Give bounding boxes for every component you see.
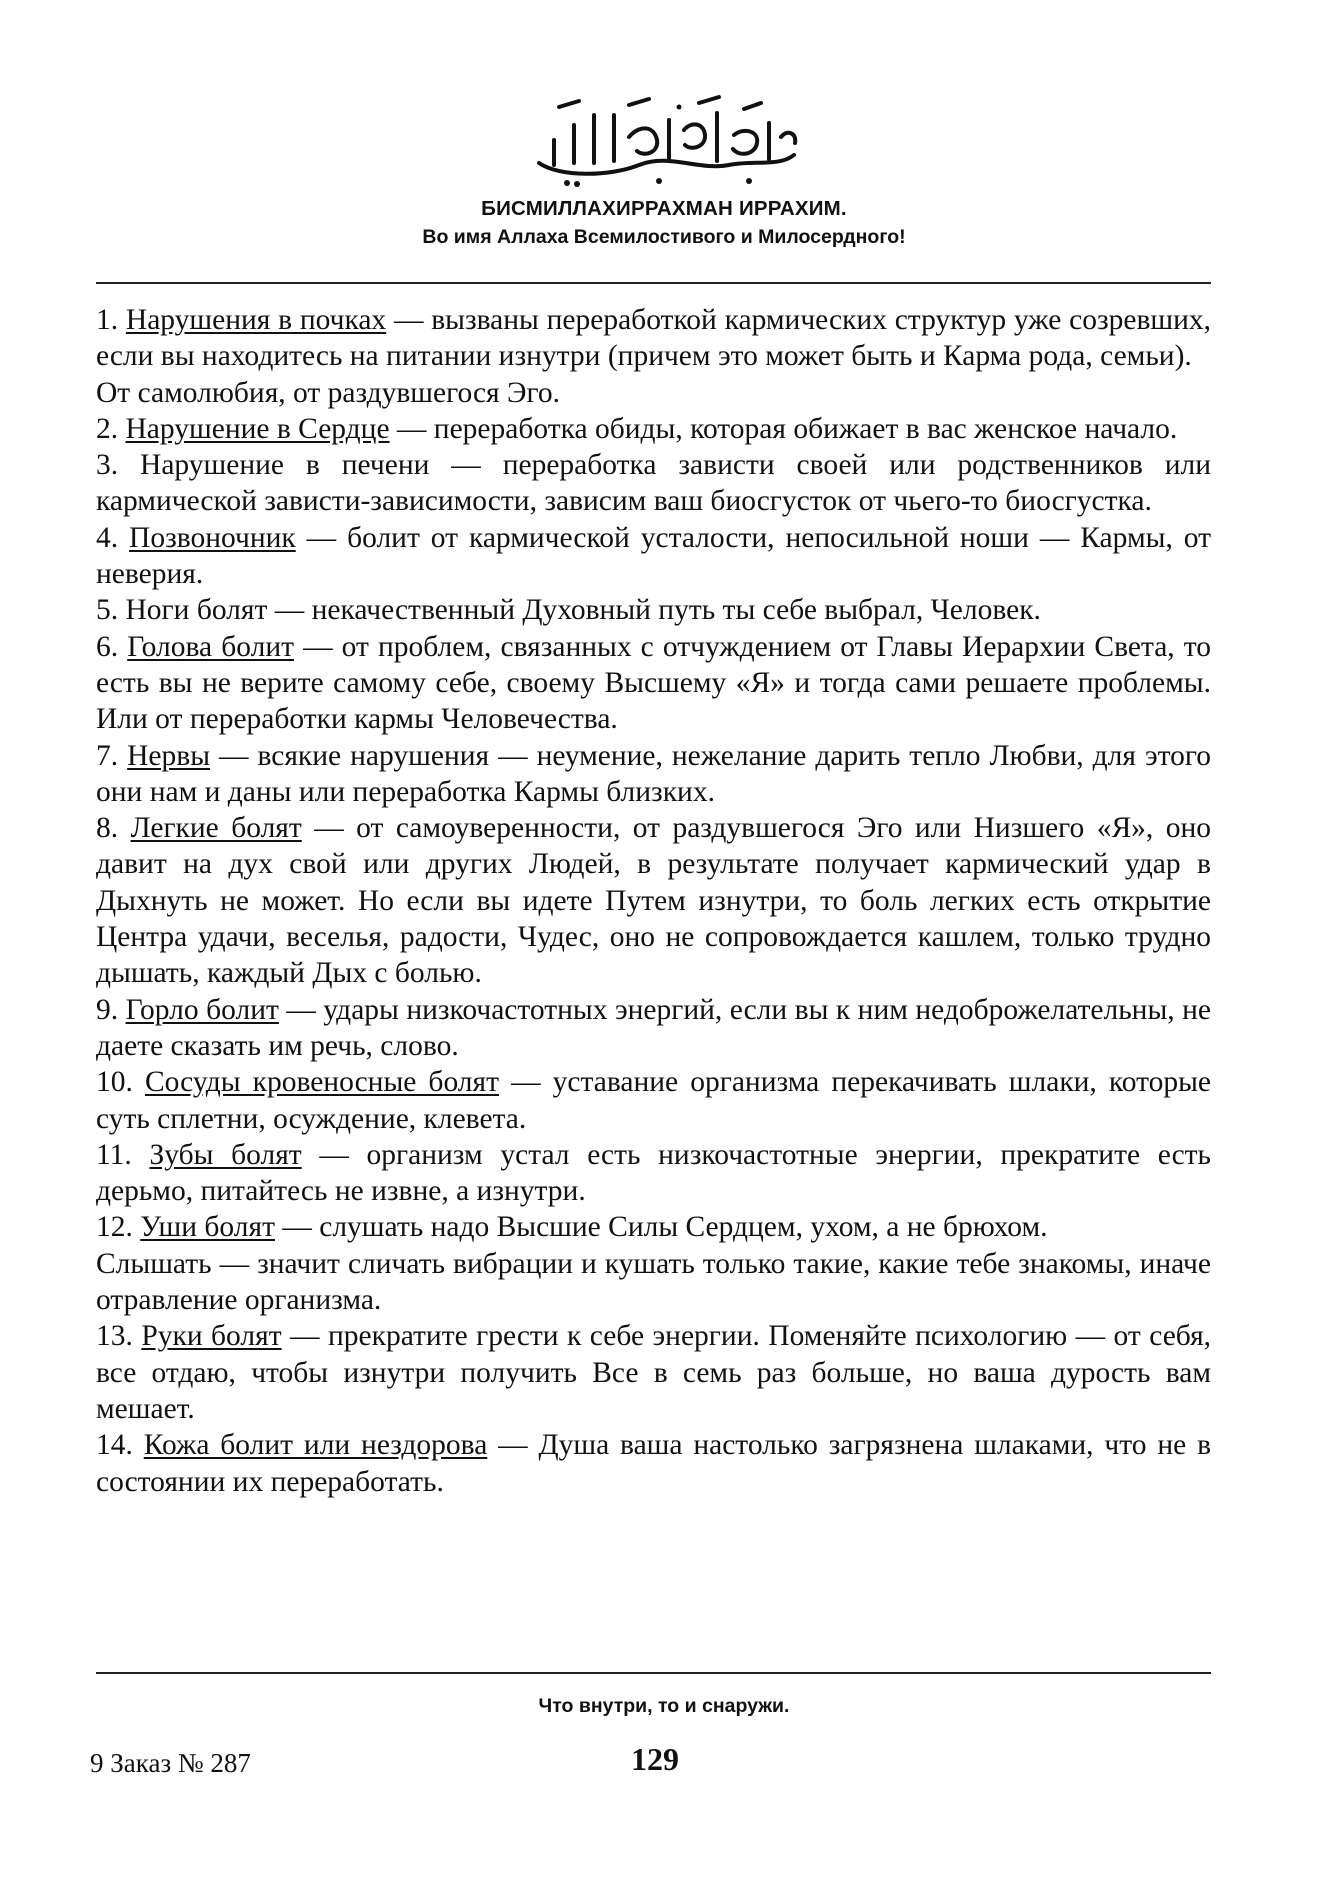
- list-item: 6. Голова болит — от проблем, связанных с отчуждением от Главы Иерархии Света, то есть вы не верите самому себе, своему Высшему «Я» и тогда сами решаете проблемы. Или от переработки кармы Человечества.: [96, 630, 1211, 736]
- list-item: 3. Нарушение в печени — переработка зависти своей или родственников или кармической зависти-зависимости, зависим ваш биосгусток от чьего-то биосгустка.: [96, 449, 1211, 518]
- page-number: 129: [631, 1741, 679, 1777]
- arabic-calligraphy-emblem: [0, 85, 1328, 195]
- list-item: 10. Сосуды кровеносные болят — уставание организма перекачивать шлаки, которые суть сплетни, осуждение, клевета.: [96, 1066, 1211, 1135]
- list-item: 14. Кожа болит или нездорова — Душа ваша настолько загрязнена шлаками, что не в состоянии их переработать.: [96, 1429, 1211, 1498]
- list-item: 2. Нарушение в Сердце — переработка обиды, которая обижает в вас женское начало.: [96, 412, 1178, 445]
- list-item: От самолюбия, от раздувшегося Эго.: [96, 376, 560, 409]
- calligraphy-icon: [519, 85, 809, 195]
- list-item: 1. Нарушения в почках — вызваны переработкой кармических структур уже созревших, если вы находитесь на питании изнутри (причем это может быть и Карма рода, семьи).: [96, 304, 1211, 373]
- list-item: Слышать — значит сличать вибрации и кушать только такие, какие тебе знакомы, иначе отравление организма.: [96, 1247, 1211, 1317]
- footer-motto: Что внутри, то и снаружи.: [538, 1695, 790, 1717]
- header-subtitle: Во имя Аллаха Всемилостивого и Милосердного!: [422, 226, 906, 248]
- list-item: 12. Уши болят — слушать надо Высшие Силы Сердцем, ухом, а не брюхом.: [96, 1211, 1048, 1244]
- print-order-mark: 9 Заказ № 287: [90, 1748, 251, 1778]
- list-item: 9. Горло болит — удары низкочастотных энергий, если вы к ним недоброжелательны, не даете сказать им речь, слово.: [96, 993, 1212, 1062]
- top-divider: [96, 282, 1211, 284]
- list-item: 5. Ноги болят — некачественный Духовный путь ты себе выбрал, Человек.: [96, 594, 1041, 627]
- bottom-divider: [96, 1672, 1211, 1674]
- list-item: 13. Руки болят — прекратите грести к себе энергии. Поменяйте психологию — от себя, все отдаю, чтобы изнутри получить Все в семь раз больше, но ваша дурость вам мешает.: [96, 1320, 1212, 1425]
- list-item: 8. Легкие болят — от самоуверенности, от раздувшегося Эго или Низшего «Я», оно давит на дух свой или других Людей, в результате получает кармический удар в Дыхнуть не может. Но если вы идете Путем изнутри, то боль легких есть открытие Центра удачи, веселья, радости, Чудес, оно не сопровождается кашлем, только трудно дышать, каждый Дых с болью.: [96, 812, 1211, 990]
- body-text: [96, 302, 1211, 1500]
- header-title: БИСМИЛЛАХИРРАХМАН ИРРАХИМ.: [481, 197, 847, 220]
- list-item: 4. Позвоночник — болит от кармической усталости, непосильной ноши — Кармы, от неверия.: [96, 521, 1211, 591]
- list-item: 11. Зубы болят — организм устал есть низкочастотные энергии, прекратите есть дерьмо, питайтесь не извне, а изнутри.: [96, 1138, 1212, 1208]
- list-item: 7. Нервы — всякие нарушения — неумение, нежелание дарить тепло Любви, для этого они нам и даны или переработка Кармы близких.: [96, 739, 1211, 808]
